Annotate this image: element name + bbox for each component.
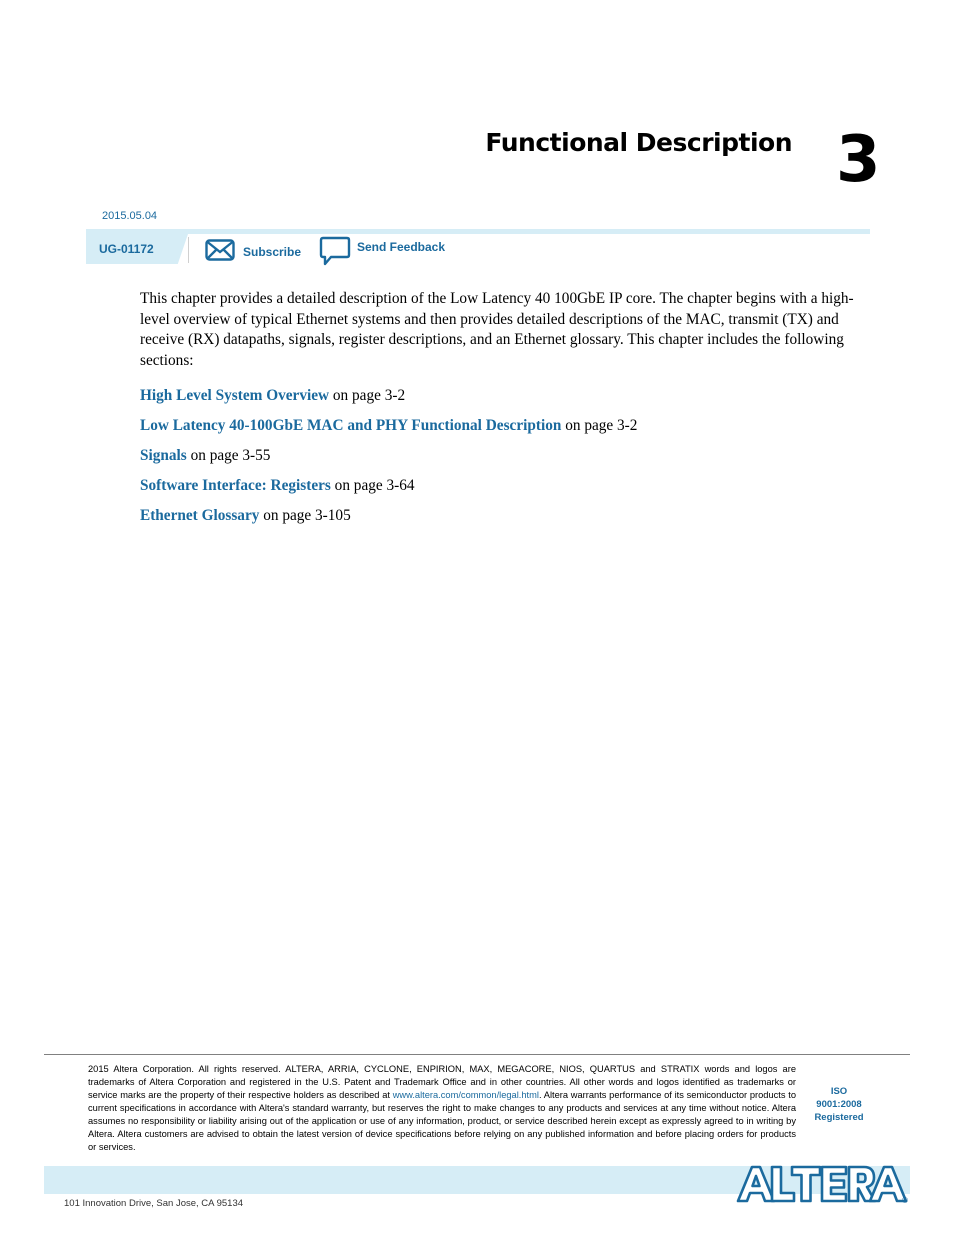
section-page-ref: on page 3-105 <box>259 507 351 524</box>
chapter-title: Functional Description <box>485 128 792 157</box>
section-page-ref: on page 3-2 <box>561 417 638 434</box>
footer-divider <box>44 1054 910 1055</box>
section-list-item <box>140 506 840 536</box>
send-feedback-label: Send Feedback <box>357 240 446 254</box>
legal-notice <box>88 1063 796 1154</box>
section-list-item <box>140 476 840 506</box>
company-address: 101 Innovation Drive, San Jose, CA 95134 <box>64 1198 244 1209</box>
section-list-item <box>140 446 840 476</box>
legal-text-part1: 2015 Altera Corporation. All rights reserved. ALTERA, ARRIA, CYCLONE, ENPIRION, MAX, MEGACORE, NIOS, QUARTUS and STRATIX words and logos are trademarks of Altera Corporation and registered in the U.S. Patent and Trademark Office and in other countries. All other words and logos identified as trademarks or service marks are the property of their respective holders as described at <box>88 1064 796 1100</box>
document-header-band <box>86 229 870 264</box>
section-list-item <box>140 416 840 446</box>
legal-text-part2: . Altera warrants performance of its semiconductor products to current specifications in accordance with Altera's standard warranty, but reserves the right to make changes to any products and services at any time without notice. Altera assumes no responsibility or liability arising out of the application or use of any information, product, or service described herein except as expressly agreed to in writing by Altera. Altera customers are advised to obtain the latest version of device specifications before relying on any published information and before placing orders for products or services. <box>88 1090 796 1152</box>
subscribe-link[interactable] <box>205 238 301 262</box>
send-feedback-link[interactable] <box>319 236 445 266</box>
section-page-ref: on page 3-2 <box>329 387 406 404</box>
header-band-rule <box>86 229 870 234</box>
speech-bubble-icon <box>319 236 351 266</box>
subscribe-label: Subscribe <box>243 245 302 259</box>
altera-logo <box>736 1163 910 1205</box>
legal-url-link[interactable]: www.altera.com/common/legal.html <box>392 1090 539 1100</box>
iso-line-1: ISO <box>830 1086 848 1097</box>
section-page-ref: on page 3-64 <box>330 477 415 494</box>
intro-paragraph: This chapter provides a detailed description of the Low Latency 40 100GbE IP core. The chapter begins with a high-level overview of typical Ethernet systems and then provides detailed descriptions of the MAC, transmit (TX) and receive (RX) datapaths, signals, register descriptions, and an Ethernet glossary. This chapter includes the following sections: <box>140 290 854 370</box>
section-link-mac-phy-functional-description[interactable]: Low Latency 40-100GbE MAC and PHY Functional Description <box>140 417 562 434</box>
iso-line-2: 9001:2008 <box>816 1099 862 1110</box>
iso-registration-link[interactable] <box>806 1085 872 1124</box>
section-link-software-interface-registers[interactable]: Software Interface: Registers <box>140 477 331 494</box>
band-divider <box>188 237 189 263</box>
doc-id: UG-01172 <box>99 242 154 256</box>
section-link-signals[interactable]: Signals <box>140 447 187 464</box>
iso-line-3: Registered <box>814 1112 864 1123</box>
envelope-icon <box>205 239 235 261</box>
chapter-number: 3 <box>836 123 881 197</box>
section-page-ref: on page 3-55 <box>186 447 271 464</box>
section-link-high-level-system-overview[interactable]: High Level System Overview <box>140 387 330 404</box>
registered-mark: ® <box>902 1196 908 1205</box>
publication-date: 2015.05.04 <box>102 210 158 222</box>
section-list-item <box>140 386 840 416</box>
section-link-ethernet-glossary[interactable]: Ethernet Glossary <box>140 507 260 524</box>
section-list <box>140 386 840 536</box>
